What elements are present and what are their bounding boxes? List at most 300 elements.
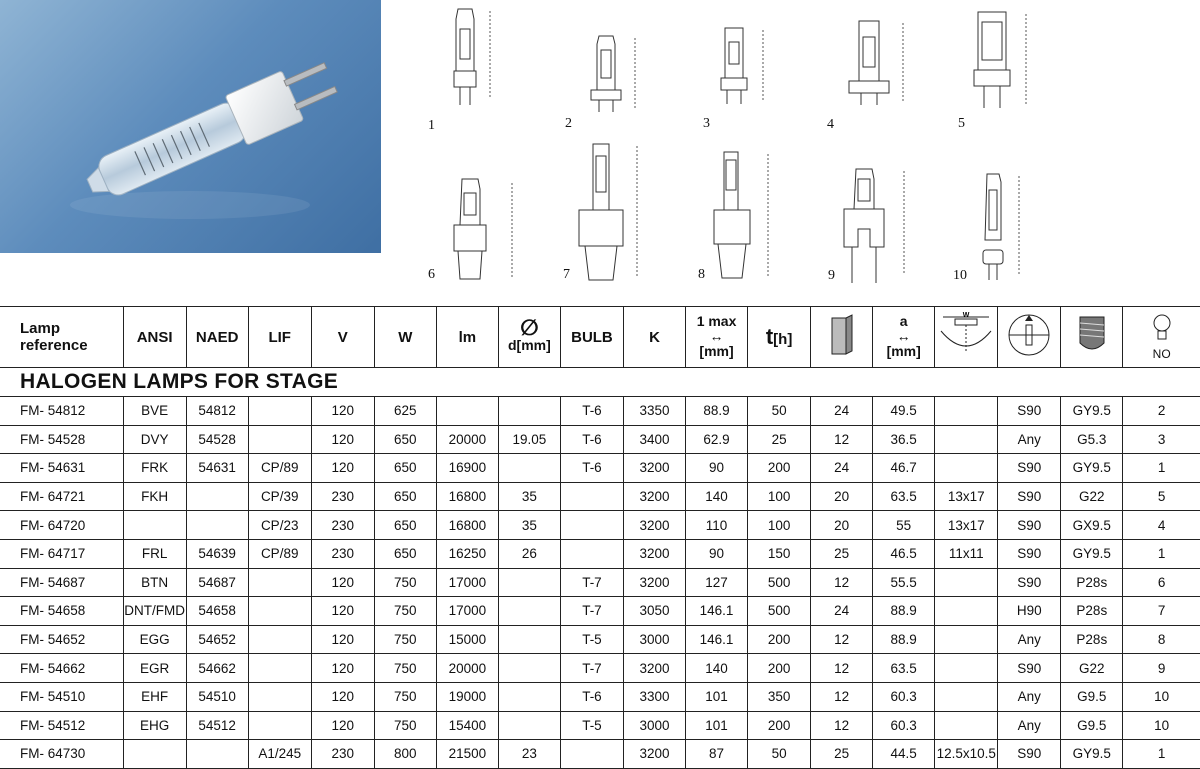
cell-filament bbox=[935, 682, 998, 711]
cell-ansi: DVY bbox=[123, 425, 186, 454]
cell-bulb: T-6 bbox=[560, 454, 623, 483]
cell-base: G22 bbox=[1061, 654, 1123, 683]
diagram-9 bbox=[828, 165, 920, 295]
cell-bulb: T-6 bbox=[560, 397, 623, 426]
cell-light-center: 60.3 bbox=[873, 682, 935, 711]
cell-bulb: T-6 bbox=[560, 425, 623, 454]
cell-life: 25 bbox=[748, 425, 811, 454]
diagram-number: 7 bbox=[563, 267, 570, 282]
cell-kelvin: 3200 bbox=[623, 568, 685, 597]
cell-voltage: 120 bbox=[311, 425, 374, 454]
cell-length: 110 bbox=[686, 511, 748, 540]
diagram-1 bbox=[428, 5, 500, 133]
cell-base: P28s bbox=[1061, 625, 1123, 654]
diagram-number: 2 bbox=[565, 116, 572, 131]
diagram-number: 6 bbox=[428, 267, 435, 282]
cell-diagram-no: 1 bbox=[1123, 454, 1200, 483]
cell-voltage: 120 bbox=[311, 625, 374, 654]
cell-bulb: T-5 bbox=[560, 711, 623, 740]
header-diameter bbox=[498, 307, 560, 368]
cell-lumen: 21500 bbox=[436, 740, 498, 769]
length-label: 1 max bbox=[696, 313, 737, 329]
cell-watt: 750 bbox=[374, 711, 436, 740]
cell-light-center: 63.5 bbox=[873, 654, 935, 683]
cell-base: GY9.5 bbox=[1061, 740, 1123, 769]
cell-lif: CP/23 bbox=[248, 511, 311, 540]
cell-lumen: 17000 bbox=[436, 597, 498, 626]
burning-position-icon bbox=[1003, 311, 1055, 359]
cell-naed bbox=[186, 511, 248, 540]
cell-light-center: 46.7 bbox=[873, 454, 935, 483]
cell-bulb: T-7 bbox=[560, 568, 623, 597]
cell-light-center: 88.9 bbox=[873, 597, 935, 626]
cell-lif bbox=[248, 682, 311, 711]
cell-package: 24 bbox=[811, 454, 873, 483]
cell-diameter: 35 bbox=[498, 511, 560, 540]
cell-watt: 650 bbox=[374, 454, 436, 483]
cell-naed bbox=[186, 740, 248, 769]
cell-life: 200 bbox=[748, 711, 811, 740]
cell-length: 62.9 bbox=[686, 425, 748, 454]
cell-burning-position: S90 bbox=[998, 454, 1061, 483]
cell-package: 12 bbox=[811, 568, 873, 597]
cell-burning-position: S90 bbox=[998, 539, 1061, 568]
header-lif: LIF bbox=[248, 307, 311, 368]
cell-package: 25 bbox=[811, 539, 873, 568]
cell-diameter: 19.05 bbox=[498, 425, 560, 454]
life-unit: [h] bbox=[773, 331, 793, 348]
cell-base: G5.3 bbox=[1061, 425, 1123, 454]
cell-naed: 54512 bbox=[186, 711, 248, 740]
cell-voltage: 230 bbox=[311, 511, 374, 540]
cell-filament: 12.5x10.5 bbox=[935, 740, 998, 769]
cell-diagram-no: 1 bbox=[1123, 740, 1200, 769]
cell-diagram-no: 6 bbox=[1123, 568, 1200, 597]
cell-lamp-reference: FM- 54687 bbox=[0, 568, 123, 597]
package-box-icon bbox=[830, 314, 854, 356]
cell-lif bbox=[248, 597, 311, 626]
cell-diameter bbox=[498, 597, 560, 626]
cell-burning-position: S90 bbox=[998, 654, 1061, 683]
header-filament bbox=[935, 307, 998, 368]
lamp-outline-icon bbox=[575, 140, 655, 290]
cell-lif bbox=[248, 654, 311, 683]
cell-package: 24 bbox=[811, 397, 873, 426]
cell-lamp-reference: FM- 54658 bbox=[0, 597, 123, 626]
cell-watt: 750 bbox=[374, 654, 436, 683]
diagram-3 bbox=[703, 18, 775, 131]
cell-base: P28s bbox=[1061, 568, 1123, 597]
cell-length: 140 bbox=[686, 482, 748, 511]
cell-lif bbox=[248, 711, 311, 740]
table-row bbox=[0, 711, 1200, 740]
cell-lamp-reference: FM- 54510 bbox=[0, 682, 123, 711]
cell-lamp-reference: FM- 54652 bbox=[0, 625, 123, 654]
lamp-outline-icon bbox=[840, 165, 920, 290]
cell-life: 50 bbox=[748, 397, 811, 426]
cell-diagram-no: 3 bbox=[1123, 425, 1200, 454]
cell-lif bbox=[248, 425, 311, 454]
cell-kelvin: 3200 bbox=[623, 740, 685, 769]
filament-dimension-icon bbox=[937, 311, 995, 359]
section-title: HALOGEN LAMPS FOR STAGE bbox=[0, 368, 1200, 397]
header-lumen: lm bbox=[436, 307, 498, 368]
cell-naed: 54510 bbox=[186, 682, 248, 711]
diagram-7 bbox=[563, 140, 655, 295]
cell-light-center: 88.9 bbox=[873, 625, 935, 654]
product-photo bbox=[0, 0, 381, 253]
lamp-base-icon bbox=[1072, 313, 1112, 357]
cell-life: 200 bbox=[748, 625, 811, 654]
cell-lif: A1/245 bbox=[248, 740, 311, 769]
cell-light-center: 55.5 bbox=[873, 568, 935, 597]
cell-kelvin: 3200 bbox=[623, 539, 685, 568]
table-row bbox=[0, 482, 1200, 511]
table-row bbox=[0, 511, 1200, 540]
cell-voltage: 120 bbox=[311, 454, 374, 483]
cell-diameter: 35 bbox=[498, 482, 560, 511]
cell-diameter bbox=[498, 568, 560, 597]
header-life bbox=[748, 307, 811, 368]
cell-diameter bbox=[498, 711, 560, 740]
cell-kelvin: 3000 bbox=[623, 711, 685, 740]
cell-lumen: 19000 bbox=[436, 682, 498, 711]
cell-naed: 54652 bbox=[186, 625, 248, 654]
cell-watt: 750 bbox=[374, 625, 436, 654]
cell-watt: 650 bbox=[374, 425, 436, 454]
cell-kelvin: 3200 bbox=[623, 454, 685, 483]
cell-base: G9.5 bbox=[1061, 682, 1123, 711]
cell-ansi: DNT/FMD bbox=[123, 597, 186, 626]
cell-ansi: EGR bbox=[123, 654, 186, 683]
header-voltage: V bbox=[311, 307, 374, 368]
table-row bbox=[0, 425, 1200, 454]
cell-diagram-no: 5 bbox=[1123, 482, 1200, 511]
cell-lamp-reference: FM- 64717 bbox=[0, 539, 123, 568]
cell-life: 100 bbox=[748, 482, 811, 511]
cell-lamp-reference: FM- 54662 bbox=[0, 654, 123, 683]
cell-bulb bbox=[560, 482, 623, 511]
header-kelvin: K bbox=[623, 307, 685, 368]
cell-life: 100 bbox=[748, 511, 811, 540]
cell-ansi: BTN bbox=[123, 568, 186, 597]
cell-ansi: EHF bbox=[123, 682, 186, 711]
diagram-6 bbox=[428, 175, 530, 295]
header-burning-position bbox=[998, 307, 1061, 368]
header-length bbox=[686, 307, 748, 368]
table-row bbox=[0, 454, 1200, 483]
length-unit: [mm] bbox=[699, 343, 734, 359]
cell-lif: CP/89 bbox=[248, 454, 311, 483]
cell-length: 87 bbox=[686, 740, 748, 769]
cell-watt: 800 bbox=[374, 740, 436, 769]
lamp-outline-icon bbox=[710, 148, 790, 288]
cell-watt: 650 bbox=[374, 482, 436, 511]
cell-ansi: EGG bbox=[123, 625, 186, 654]
cell-light-center: 55 bbox=[873, 511, 935, 540]
lamp-outline-icon bbox=[715, 18, 775, 110]
section-header-row bbox=[0, 368, 1200, 397]
cell-light-center: 63.5 bbox=[873, 482, 935, 511]
cell-watt: 625 bbox=[374, 397, 436, 426]
cell-diameter: 23 bbox=[498, 740, 560, 769]
cell-filament: 13x17 bbox=[935, 482, 998, 511]
cell-lamp-reference: FM- 64720 bbox=[0, 511, 123, 540]
cell-lumen: 20000 bbox=[436, 425, 498, 454]
cell-package: 25 bbox=[811, 740, 873, 769]
cell-watt: 750 bbox=[374, 682, 436, 711]
cell-ansi: FRL bbox=[123, 539, 186, 568]
cell-base: G22 bbox=[1061, 482, 1123, 511]
cell-lamp-reference: FM- 64721 bbox=[0, 482, 123, 511]
cell-diameter bbox=[498, 682, 560, 711]
cell-burning-position: S90 bbox=[998, 482, 1061, 511]
cell-burning-position: Any bbox=[998, 682, 1061, 711]
cell-length: 146.1 bbox=[686, 597, 748, 626]
cell-kelvin: 3200 bbox=[623, 654, 685, 683]
cell-package: 20 bbox=[811, 482, 873, 511]
cell-diameter bbox=[498, 397, 560, 426]
a-label: a bbox=[899, 313, 908, 329]
lamp-outline-icon bbox=[430, 5, 500, 117]
lamp-outline-icon bbox=[585, 32, 645, 117]
cell-diagram-no: 1 bbox=[1123, 539, 1200, 568]
cell-bulb bbox=[560, 511, 623, 540]
cell-lamp-reference: FM- 54512 bbox=[0, 711, 123, 740]
cell-ansi: EHG bbox=[123, 711, 186, 740]
cell-ansi: FKH bbox=[123, 482, 186, 511]
cell-kelvin: 3000 bbox=[623, 625, 685, 654]
table-row bbox=[0, 682, 1200, 711]
cell-kelvin: 3200 bbox=[623, 482, 685, 511]
cell-bulb: T-6 bbox=[560, 682, 623, 711]
cell-burning-position: S90 bbox=[998, 740, 1061, 769]
cell-voltage: 230 bbox=[311, 482, 374, 511]
table-row bbox=[0, 539, 1200, 568]
cell-length: 140 bbox=[686, 654, 748, 683]
table-header-row bbox=[0, 307, 1200, 368]
cell-kelvin: 3400 bbox=[623, 425, 685, 454]
cell-light-center: 60.3 bbox=[873, 711, 935, 740]
diagram-5 bbox=[958, 8, 1040, 131]
cell-filament bbox=[935, 711, 998, 740]
bulb-icon bbox=[1151, 313, 1173, 343]
cell-diagram-no: 4 bbox=[1123, 511, 1200, 540]
cell-naed: 54631 bbox=[186, 454, 248, 483]
cell-diameter: 26 bbox=[498, 539, 560, 568]
cell-light-center: 36.5 bbox=[873, 425, 935, 454]
cell-diagram-no: 7 bbox=[1123, 597, 1200, 626]
cell-base: GY9.5 bbox=[1061, 397, 1123, 426]
cell-ansi bbox=[123, 740, 186, 769]
cell-lumen: 17000 bbox=[436, 568, 498, 597]
cell-filament: 13x17 bbox=[935, 511, 998, 540]
cell-bulb: T-7 bbox=[560, 597, 623, 626]
cell-voltage: 120 bbox=[311, 682, 374, 711]
cell-naed: 54687 bbox=[186, 568, 248, 597]
cell-naed: 54812 bbox=[186, 397, 248, 426]
cell-naed: 54528 bbox=[186, 425, 248, 454]
cell-kelvin: 3300 bbox=[623, 682, 685, 711]
cell-burning-position: S90 bbox=[998, 511, 1061, 540]
cell-package: 12 bbox=[811, 711, 873, 740]
diagram-8 bbox=[698, 148, 790, 293]
cell-filament bbox=[935, 568, 998, 597]
cell-kelvin: 3350 bbox=[623, 397, 685, 426]
cell-base: P28s bbox=[1061, 597, 1123, 626]
cell-lamp-reference: FM- 54812 bbox=[0, 397, 123, 426]
cell-package: 12 bbox=[811, 425, 873, 454]
diameter-unit: d[mm] bbox=[508, 337, 551, 353]
diagram-number: 10 bbox=[953, 268, 967, 283]
cell-watt: 650 bbox=[374, 539, 436, 568]
cell-package: 12 bbox=[811, 625, 873, 654]
header-lamp-reference: Lamp reference bbox=[0, 307, 123, 368]
cell-voltage: 120 bbox=[311, 397, 374, 426]
cell-naed: 54658 bbox=[186, 597, 248, 626]
cell-voltage: 120 bbox=[311, 597, 374, 626]
cell-diagram-no: 2 bbox=[1123, 397, 1200, 426]
cell-burning-position: H90 bbox=[998, 597, 1061, 626]
no-label: NO bbox=[1152, 346, 1171, 361]
cell-bulb bbox=[560, 740, 623, 769]
lamp-outline-icon bbox=[845, 15, 915, 110]
cell-watt: 750 bbox=[374, 597, 436, 626]
diagram-number: 5 bbox=[958, 116, 965, 131]
cell-watt: 650 bbox=[374, 511, 436, 540]
table-row bbox=[0, 625, 1200, 654]
cell-naed: 54662 bbox=[186, 654, 248, 683]
cell-life: 200 bbox=[748, 454, 811, 483]
cell-bulb: T-5 bbox=[560, 625, 623, 654]
cell-voltage: 120 bbox=[311, 568, 374, 597]
cell-life: 50 bbox=[748, 740, 811, 769]
diagram-number: 9 bbox=[828, 268, 835, 283]
cell-burning-position: S90 bbox=[998, 568, 1061, 597]
cell-lif bbox=[248, 568, 311, 597]
diagram-10 bbox=[953, 170, 1035, 290]
cell-diagram-no: 10 bbox=[1123, 711, 1200, 740]
cell-light-center: 46.5 bbox=[873, 539, 935, 568]
cell-lamp-reference: FM- 54528 bbox=[0, 425, 123, 454]
cell-lif: CP/39 bbox=[248, 482, 311, 511]
cell-light-center: 49.5 bbox=[873, 397, 935, 426]
cell-lif bbox=[248, 397, 311, 426]
cell-diameter bbox=[498, 654, 560, 683]
cell-lamp-reference: FM- 54631 bbox=[0, 454, 123, 483]
cell-life: 150 bbox=[748, 539, 811, 568]
lamp-diagrams bbox=[400, 0, 1200, 300]
diameter-icon: ∅ bbox=[519, 315, 539, 340]
double-arrow-icon: ↔ bbox=[896, 328, 911, 344]
cell-length: 146.1 bbox=[686, 625, 748, 654]
cell-length: 127 bbox=[686, 568, 748, 597]
cell-kelvin: 3050 bbox=[623, 597, 685, 626]
cell-life: 500 bbox=[748, 568, 811, 597]
table-row bbox=[0, 654, 1200, 683]
cell-burning-position: Any bbox=[998, 625, 1061, 654]
cell-diagram-no: 10 bbox=[1123, 682, 1200, 711]
filament-w-label: W bbox=[962, 312, 970, 319]
lamp-spec-table bbox=[0, 306, 1200, 769]
cell-bulb bbox=[560, 539, 623, 568]
cell-filament bbox=[935, 625, 998, 654]
cell-lumen: 15400 bbox=[436, 711, 498, 740]
cell-length: 88.9 bbox=[686, 397, 748, 426]
cell-lumen: 16800 bbox=[436, 511, 498, 540]
diagram-number: 4 bbox=[827, 117, 834, 132]
lamp-outline-icon bbox=[970, 8, 1040, 113]
cell-voltage: 120 bbox=[311, 654, 374, 683]
cell-length: 101 bbox=[686, 711, 748, 740]
cell-diagram-no: 9 bbox=[1123, 654, 1200, 683]
cell-lamp-reference: FM- 64730 bbox=[0, 740, 123, 769]
double-arrow-icon: ↔ bbox=[709, 328, 724, 344]
diagram-number: 8 bbox=[698, 267, 705, 282]
cell-lumen: 16800 bbox=[436, 482, 498, 511]
header-no bbox=[1123, 307, 1200, 368]
cell-lif bbox=[248, 625, 311, 654]
cell-package: 12 bbox=[811, 654, 873, 683]
header-base bbox=[1061, 307, 1123, 368]
cell-life: 350 bbox=[748, 682, 811, 711]
diagram-4 bbox=[827, 15, 915, 132]
cell-naed: 54639 bbox=[186, 539, 248, 568]
cell-watt: 750 bbox=[374, 568, 436, 597]
header-bulb: BULB bbox=[560, 307, 623, 368]
table-row bbox=[0, 740, 1200, 769]
cell-voltage: 230 bbox=[311, 740, 374, 769]
cell-filament bbox=[935, 397, 998, 426]
life-t: t bbox=[765, 324, 774, 349]
cell-diameter bbox=[498, 625, 560, 654]
cell-filament bbox=[935, 654, 998, 683]
table-row bbox=[0, 397, 1200, 426]
cell-filament bbox=[935, 454, 998, 483]
cell-voltage: 230 bbox=[311, 539, 374, 568]
header-package bbox=[811, 307, 873, 368]
cell-burning-position: Any bbox=[998, 425, 1061, 454]
cell-base: GX9.5 bbox=[1061, 511, 1123, 540]
cell-ansi: FRK bbox=[123, 454, 186, 483]
diagram-number: 1 bbox=[428, 118, 435, 133]
cell-burning-position: Any bbox=[998, 711, 1061, 740]
header-watt: W bbox=[374, 307, 436, 368]
a-unit: [mm] bbox=[886, 343, 921, 359]
header-naed: NAED bbox=[186, 307, 248, 368]
header-light-center bbox=[873, 307, 935, 368]
halogen-lamp-illustration bbox=[0, 0, 381, 253]
lamp-outline-icon bbox=[975, 170, 1035, 285]
cell-ansi bbox=[123, 511, 186, 540]
cell-lumen bbox=[436, 397, 498, 426]
header-ansi: ANSI bbox=[123, 307, 186, 368]
cell-base: GY9.5 bbox=[1061, 539, 1123, 568]
cell-kelvin: 3200 bbox=[623, 511, 685, 540]
cell-base: GY9.5 bbox=[1061, 454, 1123, 483]
cell-diagram-no: 8 bbox=[1123, 625, 1200, 654]
cell-package: 24 bbox=[811, 597, 873, 626]
cell-ansi: BVE bbox=[123, 397, 186, 426]
diagram-number: 3 bbox=[703, 116, 710, 131]
cell-lumen: 16250 bbox=[436, 539, 498, 568]
diagram-2 bbox=[565, 32, 645, 131]
cell-filament: 11x11 bbox=[935, 539, 998, 568]
cell-base: G9.5 bbox=[1061, 711, 1123, 740]
cell-length: 101 bbox=[686, 682, 748, 711]
cell-burning-position: S90 bbox=[998, 397, 1061, 426]
cell-lif: CP/89 bbox=[248, 539, 311, 568]
